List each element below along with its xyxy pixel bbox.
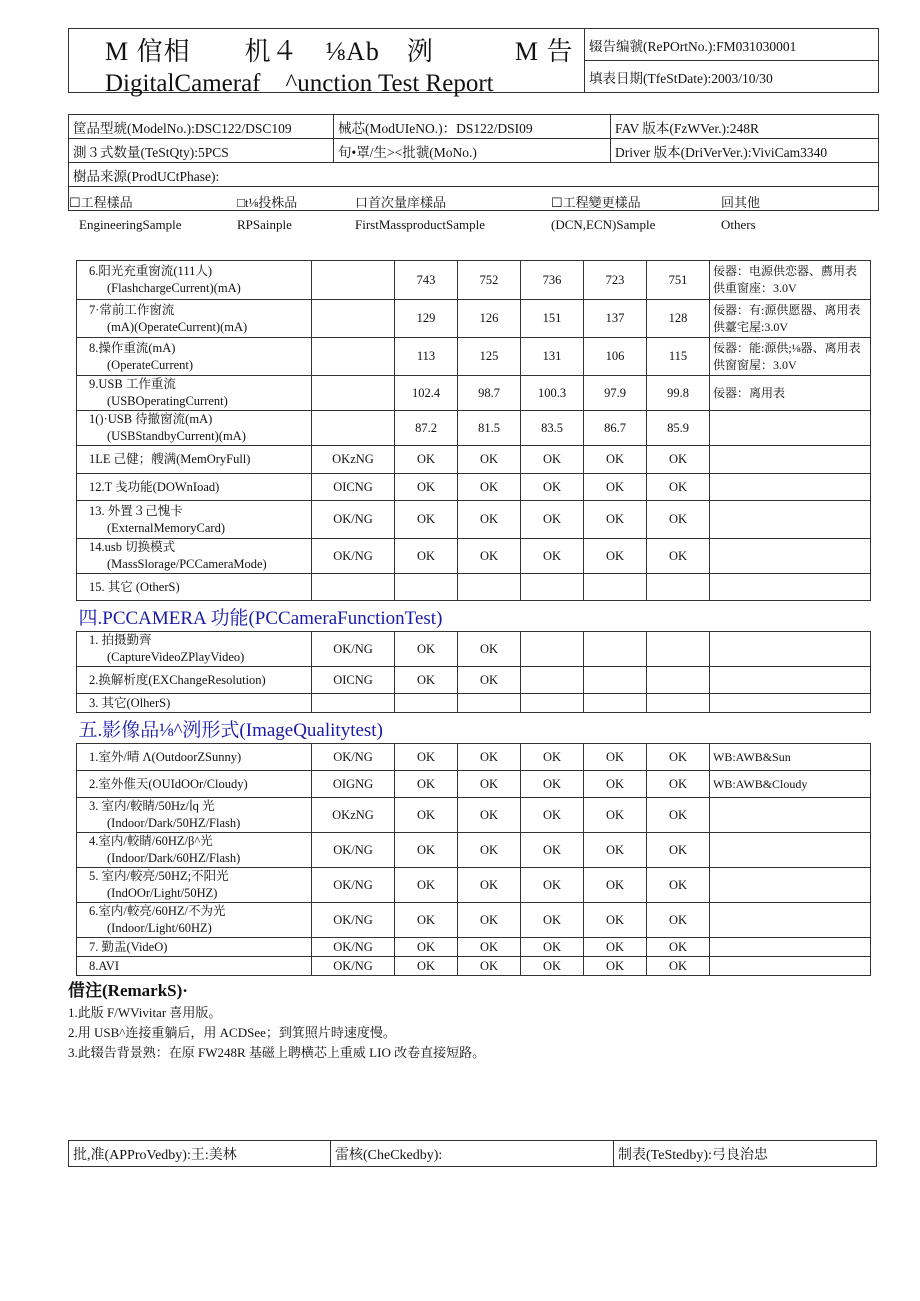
sample-result: 87.2: [395, 411, 458, 446]
sample-result: OK: [584, 446, 647, 474]
test-item: 12.T 戋功能(DOWnIoad): [77, 474, 312, 501]
test-note: [710, 632, 871, 667]
sample-result: OK: [521, 771, 584, 798]
test-row: [77, 833, 871, 868]
sample-result: 115: [647, 338, 710, 376]
test-item: 6.阳光充重窗流(111人) (FlashchargeCurrent)(mA): [77, 261, 312, 300]
test-row: [77, 798, 871, 833]
sample-result: OK: [521, 744, 584, 771]
model-no: 筐品型琥(ModelNo.):DSC122/DSC109: [69, 115, 334, 139]
test-note: [710, 938, 871, 957]
test-item: 9.USB 工作重流 (USBOperatingCurrent): [77, 376, 312, 411]
sample-result: OK: [521, 539, 584, 574]
phase-option-others[interactable]: 回其他 Others: [721, 195, 761, 232]
test-qty: 測３式数量(TeStQty):5PCS: [69, 139, 334, 163]
remark-line: 2.用 USB^连接重躺后，用 ACDSee；到箕照片時速度慢。: [68, 1025, 396, 1040]
sample-result: OK: [521, 957, 584, 976]
sample-result: [521, 574, 584, 601]
test-row: [77, 938, 871, 957]
test-note: 佞器：能:源供;⅛器、离用表供窗窗屋：3.0V: [710, 338, 871, 376]
sample-result: 99.8: [647, 376, 710, 411]
test-row: [77, 376, 871, 411]
sample-result: OK: [584, 957, 647, 976]
sample-result: OK: [458, 957, 521, 976]
sample-result: OK: [647, 868, 710, 903]
sample-result: OK: [458, 868, 521, 903]
test-note: [710, 957, 871, 976]
test-spec: [312, 338, 395, 376]
product-phase-label: 樹品来源(ProdUCtPhase):: [69, 163, 879, 187]
test-spec: OK/NG: [312, 539, 395, 574]
sample-result: OK: [584, 868, 647, 903]
sample-result: OK: [395, 903, 458, 938]
sample-result: OK: [395, 957, 458, 976]
test-spec: [312, 261, 395, 300]
section-title: 五.影像品⅛^洌形式(ImageQualitytest): [77, 713, 871, 744]
sample-result: OK: [395, 833, 458, 868]
test-row: [77, 667, 871, 694]
test-row: [77, 446, 871, 474]
test-spec: OICNG: [312, 667, 395, 694]
test-note: [710, 667, 871, 694]
sample-result: OK: [521, 938, 584, 957]
sample-result: OK: [521, 833, 584, 868]
sample-result: OK: [647, 474, 710, 501]
test-note: [710, 411, 871, 446]
sample-result: 125: [458, 338, 521, 376]
test-note: [710, 501, 871, 539]
test-item: 3. 室内/較睛/50Hz/∣q 光 (Indoor/Dark/50HZ/Flash): [77, 798, 312, 833]
sample-result: OK: [458, 771, 521, 798]
report-number: 辍告编虢(RePOrtNo.):FM031030001: [585, 29, 879, 61]
sample-result: 83.5: [521, 411, 584, 446]
mo-no: 旬•罩/生><批虢(MoNo.): [334, 139, 611, 163]
test-spec: OKzNG: [312, 798, 395, 833]
sample-result: OK: [458, 833, 521, 868]
test-row: [77, 411, 871, 446]
sample-result: [647, 574, 710, 601]
test-item: 2.换解析度(EXChangeResolution): [77, 667, 312, 694]
test-spec: OK/NG: [312, 868, 395, 903]
test-note: WB:AWB&Cloudy: [710, 771, 871, 798]
sample-result: OK: [584, 798, 647, 833]
test-row: [77, 501, 871, 539]
phase-option-engineering[interactable]: ☐工程樣品 EngineeringSample: [69, 195, 182, 232]
test-spec: OK/NG: [312, 744, 395, 771]
sample-result: [584, 574, 647, 601]
test-item: 7. 勤盂(VideO): [77, 938, 312, 957]
test-note: [710, 903, 871, 938]
sample-result: OK: [395, 938, 458, 957]
sample-result: 113: [395, 338, 458, 376]
sample-result: 98.7: [458, 376, 521, 411]
phase-option-pilot-run[interactable]: □t⅛投株品 RPSainple: [237, 195, 298, 232]
sample-result: 129: [395, 300, 458, 338]
sample-result: [521, 632, 584, 667]
checked-by: 雷核(CheCkedby):: [331, 1141, 614, 1167]
test-note: 佞器：电源供恋器、薦用表供重窗座：3.0V: [710, 261, 871, 300]
test-note: 佞器：离用表: [710, 376, 871, 411]
remark-line: 3.此辍告背景熟：在原 FW248R 基磁上聘横芯上重威 LIO 改卷直接短路。: [68, 1045, 486, 1060]
test-note: WB:AWB&Sun: [710, 744, 871, 771]
test-note: [710, 798, 871, 833]
title-english: DigitalCameraf ^unction Test Report: [105, 70, 494, 97]
test-note: [710, 868, 871, 903]
sample-result: OK: [458, 903, 521, 938]
test-row: [77, 474, 871, 501]
test-spec: [312, 574, 395, 601]
test-item: 3. 其它(OlherS): [77, 694, 312, 713]
test-item: 14.usb 切换模式 (MassSlorage/PCCameraMode): [77, 539, 312, 574]
phase-option-dcn-ecn[interactable]: ☐工程變更樣品 (DCN,ECN)Sample: [551, 195, 656, 232]
test-spec: [312, 694, 395, 713]
sample-result: OK: [521, 868, 584, 903]
test-item: 1. 拍摄勤齊 (CaptureVideoZPlayVideo): [77, 632, 312, 667]
sample-result: OK: [647, 744, 710, 771]
sample-result: OK: [584, 771, 647, 798]
test-spec: OKzNG: [312, 446, 395, 474]
sample-result: [647, 632, 710, 667]
test-results-table: [76, 260, 871, 976]
test-spec: OK/NG: [312, 903, 395, 938]
sample-result: 743: [395, 261, 458, 300]
sample-result: 151: [521, 300, 584, 338]
test-spec: OK/NG: [312, 632, 395, 667]
sample-result: OK: [458, 446, 521, 474]
test-item: 1()·USB 待撤窗流(mA) (USBStandbyCurrent)(mA): [77, 411, 312, 446]
sample-result: OK: [521, 446, 584, 474]
sample-result: OK: [647, 903, 710, 938]
test-note: [710, 833, 871, 868]
report-title-cell: [69, 29, 585, 97]
fw-version: FAV 版本(FzWVer.):248R: [611, 115, 879, 139]
sample-result: 81.5: [458, 411, 521, 446]
sample-result: [521, 694, 584, 713]
sample-result: 137: [584, 300, 647, 338]
sample-result: OK: [647, 798, 710, 833]
test-item: 8.操作重流(mA) (OperateCurrent): [77, 338, 312, 376]
sample-result: 752: [458, 261, 521, 300]
sample-result: OK: [647, 501, 710, 539]
report-header: [68, 28, 879, 97]
phase-option-first-mass[interactable]: 口首次量庠樣品 FirstMassproductSample: [355, 195, 485, 232]
test-row: [77, 694, 871, 713]
driver-version: Driver 版本(DriVerVer.):ViviCam3340: [611, 139, 879, 163]
sample-result: OK: [458, 938, 521, 957]
section-header-row: [77, 713, 871, 744]
module-no: 械芯(ModUIeNO.)：DS122/DSI09: [334, 115, 611, 139]
approved-by: 批,准(APProVedby):王:美林: [69, 1141, 331, 1167]
sample-result: OK: [395, 771, 458, 798]
sample-result: OK: [395, 474, 458, 501]
test-spec: OICNG: [312, 474, 395, 501]
product-phase-options: [69, 187, 879, 232]
sample-result: OK: [521, 903, 584, 938]
test-note: [710, 474, 871, 501]
sample-result: OK: [395, 868, 458, 903]
test-row: [77, 338, 871, 376]
sample-result: 128: [647, 300, 710, 338]
test-row: [77, 903, 871, 938]
section-header-row: [77, 601, 871, 632]
test-item: 5. 室内/較亮/50HZ;不阳光 (IndOOr/Light/50HZ): [77, 868, 312, 903]
test-spec: [312, 300, 395, 338]
test-row: [77, 771, 871, 798]
sample-result: OK: [458, 667, 521, 694]
section-title: 四.PCCAMERA 功能(PCCameraFunctionTest): [77, 601, 871, 632]
test-item: 1LE 己健；艘满(MemOryFull): [77, 446, 312, 474]
sample-result: OK: [395, 501, 458, 539]
remark-line: 1.此版 F/WVivitar 喜用版。: [68, 1005, 222, 1020]
test-row: [77, 300, 871, 338]
sample-result: OK: [584, 903, 647, 938]
sample-result: OK: [395, 744, 458, 771]
sample-result: 97.9: [584, 376, 647, 411]
sample-result: 126: [458, 300, 521, 338]
test-note: [710, 694, 871, 713]
test-note: [710, 574, 871, 601]
sample-result: OK: [458, 501, 521, 539]
test-date: 填表日期(TfeStDate):2003/10/30: [585, 61, 879, 93]
sample-result: OK: [521, 501, 584, 539]
sample-result: 106: [584, 338, 647, 376]
sample-result: OK: [458, 744, 521, 771]
test-spec: OK/NG: [312, 938, 395, 957]
sample-result: [458, 574, 521, 601]
sample-result: [458, 694, 521, 713]
test-spec: OK/NG: [312, 833, 395, 868]
sample-result: 85.9: [647, 411, 710, 446]
test-spec: [312, 411, 395, 446]
test-item: 13. 外置３己愧卡 (ExternalMemoryCard): [77, 501, 312, 539]
sample-result: OK: [647, 539, 710, 574]
sample-result: OK: [458, 474, 521, 501]
tested-by: 制表(TeStedby):弓良治忠: [614, 1141, 877, 1167]
sample-result: OK: [584, 501, 647, 539]
test-item: 1.室外/晴 Λ(OutdoorZSunny): [77, 744, 312, 771]
test-row: [77, 957, 871, 976]
test-row: [77, 539, 871, 574]
sample-result: 751: [647, 261, 710, 300]
sample-result: [647, 667, 710, 694]
test-note: [710, 539, 871, 574]
sample-result: OK: [584, 539, 647, 574]
sample-result: OK: [584, 474, 647, 501]
sample-result: OK: [395, 446, 458, 474]
sample-result: OK: [395, 632, 458, 667]
sample-result: 131: [521, 338, 584, 376]
sample-result: OK: [647, 446, 710, 474]
sample-result: 723: [584, 261, 647, 300]
sample-result: 100.3: [521, 376, 584, 411]
test-item: 8.AVI: [77, 957, 312, 976]
sample-result: OK: [647, 938, 710, 957]
sample-result: [395, 574, 458, 601]
sample-result: [647, 694, 710, 713]
sample-result: OK: [584, 938, 647, 957]
test-spec: OK/NG: [312, 501, 395, 539]
test-note: [710, 446, 871, 474]
remarks: [68, 976, 868, 1063]
test-spec: OK/NG: [312, 957, 395, 976]
sample-result: OK: [647, 957, 710, 976]
sample-result: 86.7: [584, 411, 647, 446]
test-item: 4.室内/較睛/60HZ/β^光 (Indoor/Dark/60HZ/Flash): [77, 833, 312, 868]
test-item: 7·常前工作窗流 (mA)(OperateCurrent)(mA): [77, 300, 312, 338]
sample-result: OK: [647, 833, 710, 868]
test-item: 6.室内/較亮/60HZ/不为光 (Indoor/Light/60HZ): [77, 903, 312, 938]
sample-result: OK: [395, 539, 458, 574]
sample-result: [395, 694, 458, 713]
test-row: [77, 868, 871, 903]
sample-result: OK: [395, 667, 458, 694]
test-row: [77, 744, 871, 771]
remarks-title: 借注(RemarkS)·: [68, 981, 188, 1000]
title-chinese: M 倌相 机４ ⅛Ab 洌 M 告: [105, 37, 574, 66]
signoff-table: [68, 1140, 877, 1167]
test-row: [77, 632, 871, 667]
test-spec: [312, 376, 395, 411]
sample-result: [584, 667, 647, 694]
sample-result: OK: [458, 798, 521, 833]
sample-result: [521, 667, 584, 694]
test-spec: OIGNG: [312, 771, 395, 798]
sample-result: OK: [521, 798, 584, 833]
sample-result: OK: [584, 744, 647, 771]
sample-result: [584, 632, 647, 667]
sample-result: [584, 694, 647, 713]
sample-result: OK: [584, 833, 647, 868]
product-info-table: [68, 114, 879, 232]
test-row: [77, 574, 871, 601]
test-item: 2.室外倠天(OUIdOOr/Cloudy): [77, 771, 312, 798]
sample-result: OK: [521, 474, 584, 501]
sample-result: OK: [395, 798, 458, 833]
test-row: [77, 261, 871, 300]
test-note: 佞器：有:源供愿器、离用表供薹宅屋:3.0V: [710, 300, 871, 338]
sample-result: OK: [458, 632, 521, 667]
sample-result: OK: [647, 771, 710, 798]
sample-result: 102.4: [395, 376, 458, 411]
test-item: 15. 其它 (OtherS): [77, 574, 312, 601]
sample-result: 736: [521, 261, 584, 300]
sample-result: OK: [458, 539, 521, 574]
